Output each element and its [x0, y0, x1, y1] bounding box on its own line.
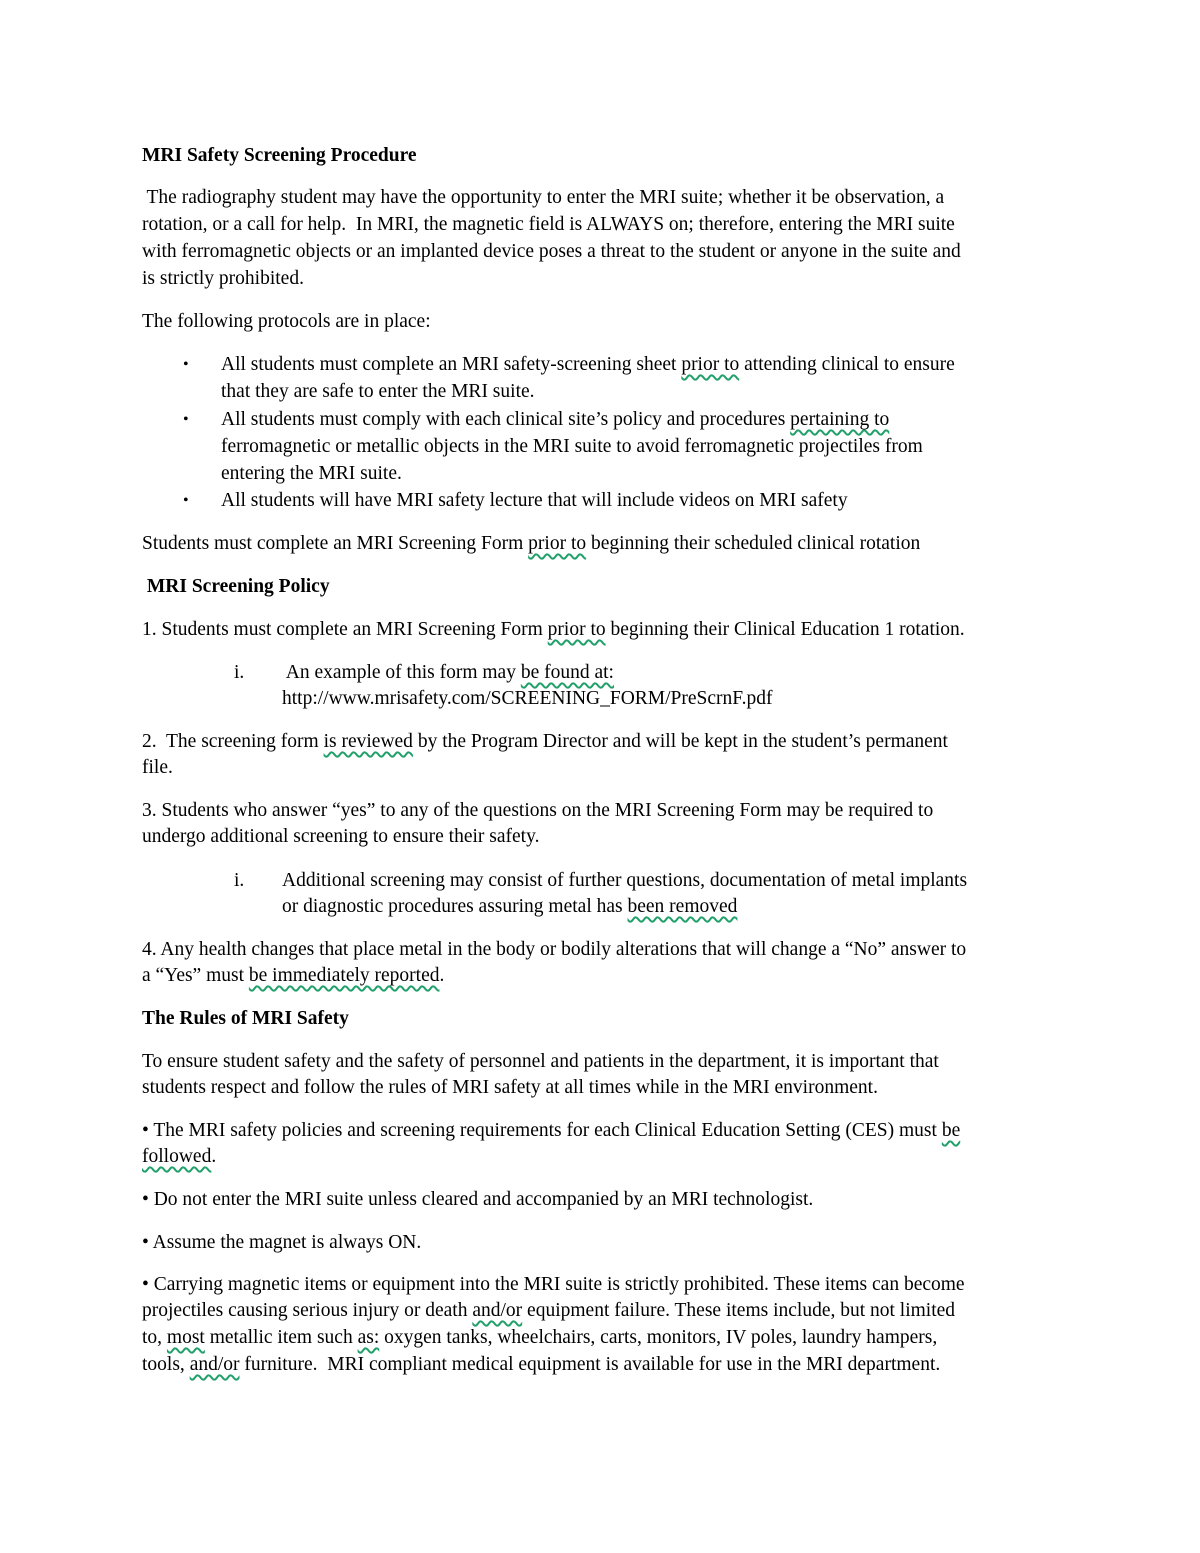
policy-item-4-line-2: a “Yes” must be immediately reported. [142, 965, 445, 986]
protocol-item-3: All students will have MRI safety lecture that will include videos on MRI safety [221, 490, 848, 511]
grammar-flag[interactable]: been removed [627, 896, 738, 917]
procedure-intro-line-2: rotation, or a call for help. In MRI, the magnetic field is ALWAYS on; therefore, entering the MRI suite [142, 214, 955, 235]
policy-sub-number: i. [234, 870, 245, 891]
grammar-flag[interactable]: pertaining to [790, 409, 890, 430]
rule-item-1-line-2: followed. [142, 1146, 217, 1167]
policy-item-1: 1. Students must complete an MRI Screening Form prior to beginning their Clinical Education 1 rotation. [142, 619, 965, 640]
policy-item-4: 4. Any health changes that place metal in the body or bodily alterations that will change a “No” answer to [142, 939, 967, 960]
bullet-icon: • [183, 492, 189, 509]
grammar-flag[interactable]: most [166, 1327, 205, 1348]
policy-item-3: 3. Students who answer “yes” to any of the questions on the MRI Screening Form may be required to [142, 800, 934, 821]
bullet-icon: • [183, 356, 189, 373]
rules-intro-line-2: students respect and follow the rules of MRI safety at all times while in the MRI environment. [142, 1077, 878, 1098]
rules-intro-line-1: To ensure student safety and the safety of personnel and patients in the department, it is important that [142, 1051, 939, 1072]
procedure-intro-line-4: is strictly prohibited. [142, 268, 304, 289]
policy-sub-number: i. [234, 662, 245, 683]
protocol-item-2: All students must comply with each clinical site’s policy and procedures pertaining to [221, 409, 890, 430]
bullet-icon: • [183, 411, 189, 428]
rule-item-2: • Do not enter the MRI suite unless cleared and accompanied by an MRI technologist. [142, 1189, 814, 1210]
procedure-intro-line-1: The radiography student may have the opportunity to enter the MRI suite; whether it be observation, a [142, 187, 945, 208]
procedure-intro-line-3: with ferromagnetic objects or an implanted device poses a threat to the student or anyone in the suite and [142, 241, 961, 262]
policy-item-2-line-2: file. [142, 757, 173, 778]
grammar-flag[interactable]: be [941, 1120, 961, 1141]
grammar-flag[interactable]: prior to [681, 354, 740, 375]
section-title-policy: MRI Screening Policy [142, 576, 330, 597]
policy-item-2: 2. The screening form is reviewed by the Program Director and will be kept in the student’s permanent [142, 731, 948, 752]
grammar-flag[interactable]: as: [357, 1327, 380, 1348]
grammar-flag[interactable]: be immediately reported [248, 965, 440, 986]
protocol-item-2-line-2: ferromagnetic or metallic objects in the MRI suite to avoid ferromagnetic projectiles from [221, 436, 923, 457]
grammar-flag[interactable]: and/or [472, 1300, 523, 1321]
grammar-flag[interactable]: prior to [547, 619, 606, 640]
grammar-flag[interactable]: is reviewed [323, 731, 413, 752]
protocol-item-1: All students must complete an MRI safety-screening sheet prior to attending clinical to ensure [221, 354, 955, 375]
protocol-item-2-line-3: entering the MRI suite. [221, 463, 402, 484]
protocols-intro: The following protocols are in place: [142, 311, 431, 332]
grammar-flag[interactable]: prior to [528, 533, 587, 554]
policy-item-3-line-2: undergo additional screening to ensure their safety. [142, 826, 540, 847]
protocol-item-1-line-2: that they are safe to enter the MRI suite. [221, 381, 535, 402]
grammar-flag[interactable]: and/or [189, 1354, 240, 1375]
policy-sub-item-2-line-2: or diagnostic procedures assuring metal has been removed [282, 896, 738, 917]
procedure-closing: Students must complete an MRI Screening Form prior to beginning their scheduled clinical rotation [142, 533, 921, 554]
rule-item-4: • Carrying magnetic items or equipment into the MRI suite is strictly prohibited. These items can become [142, 1274, 965, 1295]
section-title-procedure: MRI Safety Screening Procedure [142, 145, 417, 166]
rule-item-4-line-3: to, most metallic item such as: oxygen tanks, wheelchairs, carts, monitors, IV poles, laundry hampers, [142, 1327, 938, 1348]
rule-item-3: • Assume the magnet is always ON. [142, 1232, 422, 1253]
rule-item-4-line-4: tools, and/or furniture. MRI compliant medical equipment is available for use in the MRI department. [142, 1354, 941, 1375]
screening-form-url[interactable]: http://www.mrisafety.com/SCREENING_FORM/PreScrnF.pdf [282, 688, 773, 709]
rule-item-4-line-2: projectiles causing serious injury or death and/or equipment failure. These items include, but not limited [142, 1300, 956, 1321]
grammar-flag[interactable]: followed [142, 1146, 212, 1167]
policy-sub-item-1: An example of this form may be found at: [282, 662, 614, 683]
grammar-flag[interactable]: be found at: [520, 662, 614, 683]
section-title-rules: The Rules of MRI Safety [142, 1008, 349, 1029]
rule-item-1: • The MRI safety policies and screening requirements for each Clinical Education Setting (CES) must be [142, 1120, 961, 1141]
policy-sub-item-2: Additional screening may consist of further questions, documentation of metal implants [282, 870, 968, 891]
